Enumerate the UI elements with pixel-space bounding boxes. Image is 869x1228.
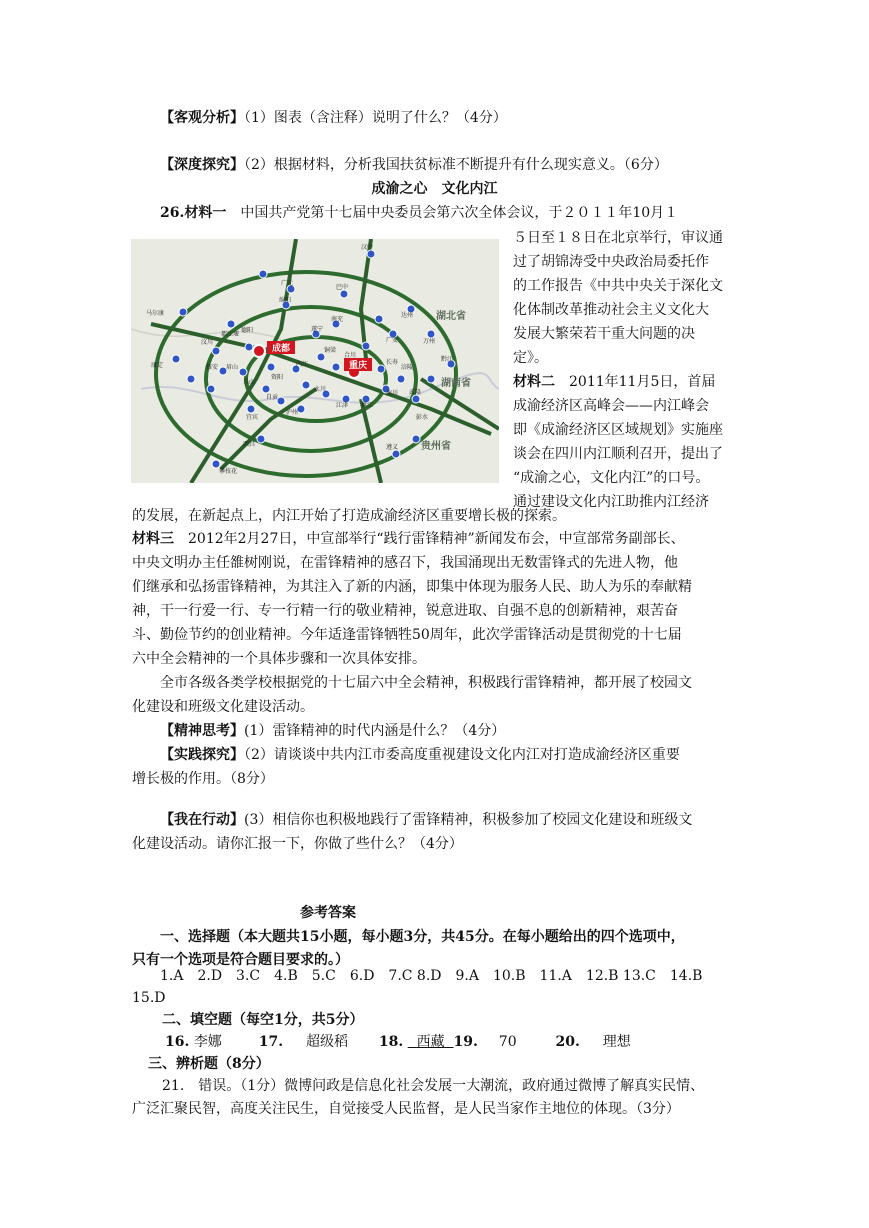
answer-value: 70: [498, 1034, 517, 1050]
city-name: 长寿: [386, 359, 399, 366]
q26-line1: [160, 203, 678, 223]
city-name: 广安: [386, 337, 399, 344]
city-name: 眉山: [226, 364, 239, 371]
depth-tag: 【深度探究】: [160, 157, 244, 173]
city-name: 攀枝花: [219, 468, 238, 475]
practice-tag: 【实践探究】: [160, 747, 244, 763]
city-name: 铜梁: [324, 347, 337, 354]
city-name: 马尔康: [146, 310, 165, 317]
city-name: 达州: [401, 312, 414, 319]
material2-line: 即《成渝经济区区域规划》实施座: [513, 422, 723, 438]
chengdu-marker: [253, 345, 265, 357]
answer-value: 李娜: [193, 1034, 222, 1050]
spirit-question: [160, 721, 505, 741]
hubei-label: 湖北省: [436, 311, 466, 322]
city-name: 西昌: [243, 441, 256, 448]
chengyu-economic-zone-map: [131, 239, 499, 483]
q26-right-line: 化体制改革推动社会主义文化大: [513, 302, 709, 318]
material2-text: 2011年11月5日，首届: [555, 374, 716, 390]
depth-question: [160, 155, 668, 175]
depth-text: （2）根据材料，分析我国扶贫标准不断提升有什么现实意义。（6分）: [244, 157, 668, 173]
material2-line: “成渝之心，文化内江”的口号。: [513, 470, 710, 486]
q26-right-column: [513, 228, 743, 512]
city-name: 涪陵: [401, 364, 414, 371]
city-name: 宜宾: [246, 414, 259, 421]
city-name: 武隆: [409, 389, 422, 396]
practice-text-cont: 增长极的作用。（8分）: [132, 771, 274, 787]
city-name: 彭水: [416, 414, 429, 421]
city-name: 自贡: [266, 394, 279, 401]
q26-label: 26.材料一: [160, 205, 227, 221]
city-name: 广元: [281, 280, 294, 287]
city-name: 绵阳: [279, 297, 292, 304]
answer-value: [408, 1034, 454, 1050]
section1-title-cont: 只有一个选项是符合题目要求的。）: [132, 952, 349, 968]
material2-label: 材料二: [513, 374, 555, 390]
section1-answers-cont: 15.D: [132, 990, 166, 1006]
answer-num: 20.: [555, 1034, 580, 1050]
school-paragraph-line: 全市各级各类学校根据党的十七届六中全会精神，积极践行雷锋精神，都开展了校园文: [132, 675, 692, 691]
city-name: 南充: [331, 316, 344, 323]
material2-line: 通过建设文化内江助推内江经济: [513, 494, 709, 510]
city-name: 康定: [151, 362, 164, 369]
answers-title: 参考答案: [300, 905, 356, 921]
city-name: 南川: [386, 390, 399, 397]
answer-num: 17.: [258, 1034, 284, 1050]
city-name: 内江: [296, 361, 309, 368]
answer-num: 18.: [378, 1034, 404, 1050]
practice-question: [160, 745, 680, 765]
city-name: 万州: [423, 338, 436, 345]
chongqing-label: 重庆: [348, 361, 368, 371]
city-name: 德阳: [241, 327, 254, 334]
material3-line: 们继承和弘扬雷锋精神，为其注入了新的内涵，即集中体现为服务人民、助人为乐的奉献精: [132, 579, 692, 595]
material3-line: 中央文明办主任雒树刚说，在雷锋精神的感召下，我国涌现出无数雷锋式的先进人物，他: [132, 555, 678, 571]
material3-first-line: [132, 529, 685, 549]
objective-tag: 【客观分析】: [160, 110, 244, 126]
q26-right-line: 定》。: [513, 350, 548, 366]
hunan-label: 湖南省: [441, 378, 471, 389]
chengdu-label: 成都: [271, 344, 291, 354]
q26-right-line: ５日至１８日在北京举行，审议通: [513, 230, 723, 246]
q26-text: 中国共产党第十七届中央委员会第六次全体会议，于２０１１年10月１: [226, 205, 679, 221]
spirit-tag: 【精神思考】: [160, 723, 244, 739]
school-paragraph-line: 化建设和班级文化建设活动。: [132, 699, 314, 715]
material2-line: 谈会在四川内江顺利召开，提出了: [513, 446, 723, 462]
city-name: 綦江: [361, 402, 374, 409]
objective-question: [160, 108, 507, 128]
section-title: 成渝之心 文化内江: [371, 181, 498, 197]
answer-value-text: 西藏: [416, 1034, 445, 1050]
q26-continue-line: 的发展，在新起点上，内江开始了打造成渝经济区重要增长极的探索。: [132, 508, 566, 524]
city-name: 永川: [314, 386, 327, 393]
objective-text: （1）图表（含注释）说明了什么？（4分）: [244, 110, 507, 126]
city-name: 合川: [344, 352, 357, 359]
q26-right-line: 过了胡锦涛受中央政治局委托作: [513, 254, 709, 270]
action-text: (3）相信你也积极地践行了雷锋精神，积极参加了校园文化建设和班级文: [244, 812, 693, 828]
city-name: 资阳: [271, 374, 284, 381]
city-name: 泸州: [286, 409, 299, 416]
material3-line: 神，干一行爱一行、专一行精一行的敬业精神，锐意进取、自强不息的创新精神，艰苦奋: [132, 603, 678, 619]
city-name: 雅安: [206, 364, 219, 371]
material2-line: 成渝经济区高峰会——内江峰会: [513, 398, 709, 414]
city-name: 遂宁: [311, 326, 324, 333]
city-name: 都江堰: [221, 331, 240, 338]
section1-answers: 1.A 2.D 3.C 4.B 5.C 6.D 7.C 8.D 9.A 10.B 11.A 12.B 13.C 14.B: [160, 968, 703, 984]
map-svg: [131, 239, 499, 483]
q26-right-line: 发展大繁荣若干重大问题的决: [513, 326, 695, 342]
city-name: 汶川: [201, 339, 214, 346]
material3-line: 斗、勤俭节约的创业精神。今年适逢雷锋牺牲50周年，此次学雷锋活动是贯彻党的十七届: [132, 627, 682, 643]
city-name: 乐山: [243, 379, 256, 386]
section3-line: 广泛汇聚民智，高度关注民生，自觉接受人民监督，是人民当家作主地位的体现。（3分）: [132, 1101, 680, 1117]
material3-text: 2012年2月27日，中宣部举行“践行雷锋精神”新闻发布会，中宣部常务副部长、: [174, 531, 685, 547]
answer-num: 19.: [453, 1034, 478, 1050]
section2-answers: [165, 1032, 631, 1052]
city-name: 江津: [336, 402, 349, 409]
city-name: 巴中: [336, 284, 349, 291]
section2-title: 二、填空题（每空1分，共5分）: [162, 1012, 364, 1028]
practice-text: （2）请谈谈中共内江市委高度重视建设文化内江对打造成渝经济区重要: [244, 747, 680, 763]
city-name: 汉中: [361, 244, 374, 251]
material2-first-line: [513, 372, 743, 392]
section3-title: 三、辨析题（8分）: [148, 1056, 270, 1072]
section3-line: 21. 错误。（1分）微博问政是信息化社会发展一大潮流，政府通过微博了解真实民情、: [162, 1078, 705, 1094]
material3-line: 六中全会精神的一个具体步骤和一次具体安排。: [132, 651, 426, 667]
city-name: 黔江: [441, 356, 454, 363]
guizhou-label: 贵州省: [421, 441, 451, 452]
city-name: 遵义: [386, 444, 399, 451]
answer-num: 16.: [165, 1034, 190, 1050]
answer-value: 超级稻: [305, 1034, 348, 1050]
material3-label: 材料三: [132, 531, 174, 547]
section1-title: 一、选择题（本大题共15小题，每小题3分，共45分。在每小题给出的四个选项中，: [160, 929, 685, 945]
action-tag: 【我在行动】: [160, 812, 244, 828]
spirit-text: (1）雷锋精神的时代内涵是什么？（4分）: [244, 723, 506, 739]
q26-right-line: 的工作报告《中共中央关于深化文: [513, 278, 723, 294]
action-question: [160, 810, 692, 830]
action-text-cont: 化建设活动。请你汇报一下，你做了些什么？（4分）: [132, 836, 463, 852]
answer-value: 理想: [602, 1034, 631, 1050]
